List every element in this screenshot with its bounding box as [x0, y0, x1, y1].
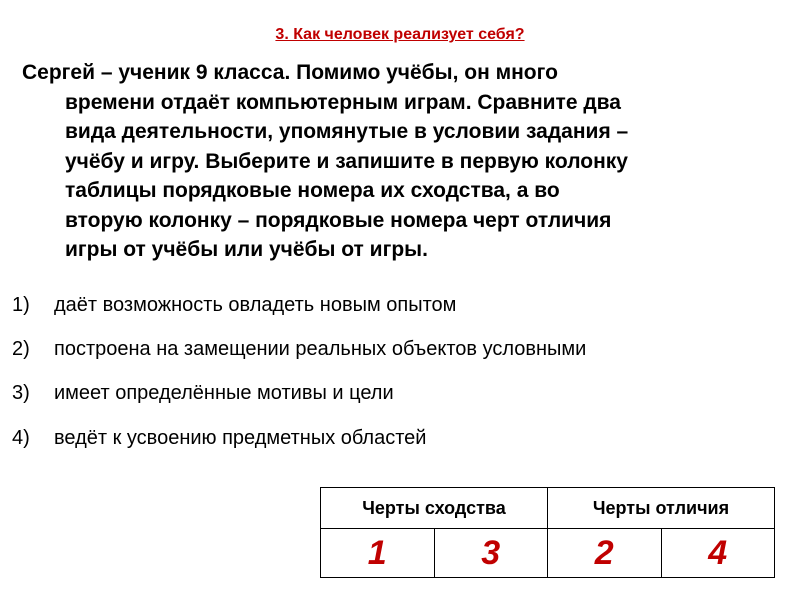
task-line: времени отдаёт компьютерным играм. Сравните два: [65, 90, 621, 114]
option-text: даёт возможность овладеть новым опытом: [54, 294, 457, 316]
task-line: учёбу и игру. Выберите и запишите в первую колонку: [65, 149, 628, 173]
option-number: 1): [12, 294, 30, 316]
table-header-row: [321, 488, 775, 529]
task-line: Сергей – ученик 9 класса. Помимо учёбы, он много: [22, 61, 558, 84]
option-number: 2): [12, 338, 30, 361]
option-text: ведёт к усвоению предметных областей: [54, 426, 427, 449]
task-line: игры от учёбы или учёбы от игры.: [65, 238, 428, 261]
option-number: 4): [12, 426, 30, 449]
task-line: вторую колонку – порядковые номера черт отличия: [65, 208, 612, 232]
answer-cell: 4: [661, 529, 775, 578]
option-text: построена на замещении реальных объектов условными: [54, 338, 587, 361]
header-differences: Черты отличия: [548, 488, 775, 529]
answer-cell: 3: [434, 529, 548, 578]
answer-cell: 1: [321, 529, 435, 578]
task-text: [22, 58, 782, 265]
answer-table: [320, 487, 775, 578]
option-number: 3): [12, 382, 30, 405]
table-answer-row: [321, 529, 775, 578]
task-line: вида деятельности, упомянутые в условии задания –: [65, 120, 629, 143]
answer-cell: 2: [548, 529, 662, 578]
option-text: имеет определённые мотивы и цели: [54, 382, 394, 405]
task-line: таблицы порядковые номера их сходства, а во: [65, 179, 560, 202]
slide-title: 3. Как человек реализует себя?: [275, 26, 525, 43]
header-similarities: Черты сходства: [321, 488, 548, 529]
